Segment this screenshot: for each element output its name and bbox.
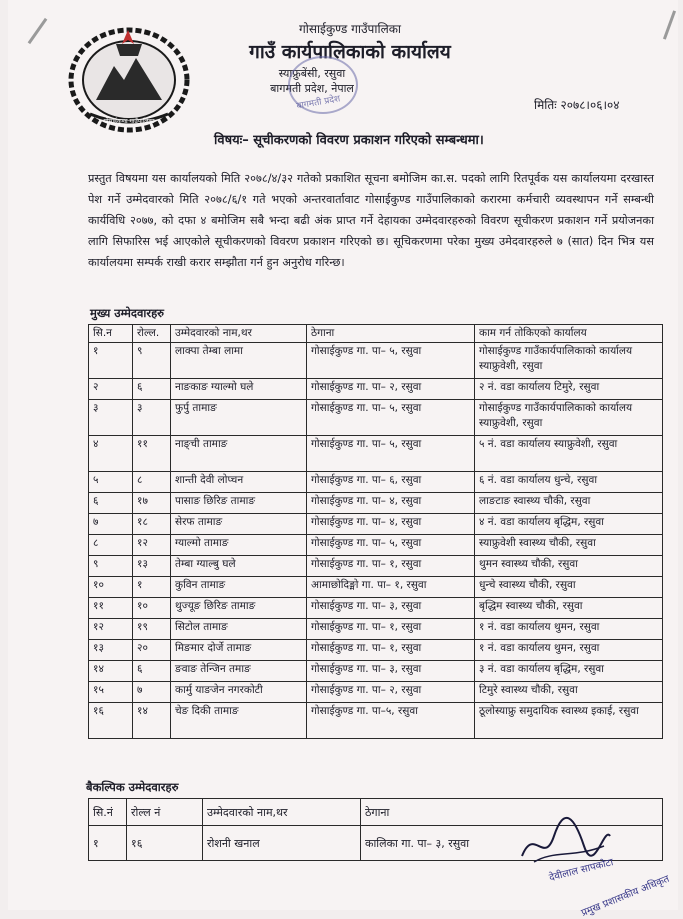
stamp-text: बागमती प्रदेश (295, 94, 342, 112)
table-cell: ८ (133, 472, 171, 493)
table-cell: थुमन स्वास्थ्य चौकी, रसुवा (475, 556, 663, 577)
table-cell: ७ (89, 514, 133, 535)
logo-text: गोसाईकुण्ड गाउँपालिका (103, 118, 155, 125)
column-header: सि.नं (89, 799, 127, 826)
table-cell: लाक्पा तेम्बा लामा (171, 343, 307, 379)
table-cell: नाङ्ची तामाङ (171, 436, 307, 472)
alternate-candidates-heading: बैकल्पिक उम्मेदवारहरु (86, 780, 179, 794)
document-date: मितिः २०७८।०६।०४ (534, 98, 620, 112)
column-header: रोल्ल. (133, 325, 171, 343)
table-cell: गोसाईकुण्ड गा. पा– ५, रसुवा (307, 535, 475, 556)
table-cell: १८ (133, 514, 171, 535)
table-row (89, 556, 663, 577)
signatory-title: प्रमुख प्रशासकीय अधिकृत (579, 873, 672, 919)
table-cell: ३ (133, 400, 171, 436)
table-row (89, 472, 663, 493)
table-cell: पासाङ छिरिङ तामाङ (171, 493, 307, 514)
table-cell: १ (89, 343, 133, 379)
table-cell: ७ (133, 682, 171, 703)
table-cell: २ (89, 379, 133, 400)
table-cell: १ (133, 577, 171, 598)
table-cell: गोसाईकुण्ड गा. पा– ४, रसुवा (307, 493, 475, 514)
table-cell: १ (89, 826, 127, 861)
table-cell: गोसाईकुण्ड गा. पा– ४, रसुवा (307, 514, 475, 535)
table-cell: सेरफ तामाङ (171, 514, 307, 535)
table-cell: गोसाईकुण्ड गा. पा– २, रसुवा (307, 682, 475, 703)
column-header: सि.न (89, 325, 133, 343)
column-header: उम्मेदवारको नाम,थर (171, 325, 307, 343)
table-cell: बृद्धिम स्वास्थ्य चौकी, रसुवा (475, 598, 663, 619)
table-cell: १३ (89, 640, 133, 661)
table-cell: शान्ती देवी लोप्चन (171, 472, 307, 493)
table-row (89, 703, 663, 739)
subject-line: विषयः– सूचीकरणको विवरण प्रकाशन गरिएको सम्बन्धमा। (214, 133, 484, 148)
table-cell: ५ नं. वडा कार्यालय स्याफ्रुवेशी, रसुवा (475, 436, 663, 472)
office-location: स्याफ्रुबेंसी, रसुवा (278, 67, 346, 80)
column-header: काम गर्न तोकिएको कार्यालय (475, 325, 663, 343)
table-cell: चेङ दिकी तामाङ (171, 703, 307, 739)
table-cell: गोसाईकुण्ड गा. पा– ६, रसुवा (307, 472, 475, 493)
table-cell: ४ नं. वडा कार्यालय बृद्धिम, रसुवा (475, 514, 663, 535)
table-cell: ९ (89, 556, 133, 577)
table-row (89, 619, 663, 640)
table-cell: १५ (89, 682, 133, 703)
table-cell: १४ (133, 703, 171, 739)
table-cell: ६ (133, 379, 171, 400)
municipality-name: गोसाईकुण्ड गाउँपालिका (298, 22, 402, 36)
table-cell: ङवाङ तेन्जिन तमाङ (171, 661, 307, 682)
table-cell: ८ (89, 535, 133, 556)
table-cell: १६ (127, 826, 203, 861)
table-row (89, 379, 663, 400)
table-cell: तेम्बा ग्याल्बु घले (171, 556, 307, 577)
table-cell: १७ (133, 493, 171, 514)
table-cell: ग्याल्मो तामाङ (171, 535, 307, 556)
table-cell: टिमुरे स्वास्थ्य चौकी, रसुवा (475, 682, 663, 703)
table-cell: रोशनी खनाल (203, 826, 361, 861)
table-cell: ६ (89, 493, 133, 514)
table-row (89, 343, 663, 379)
table-cell: १२ (89, 619, 133, 640)
table-cell: ६ (133, 661, 171, 682)
table-cell: फुर्पु तामाङ (171, 400, 307, 436)
table-cell: मिङमार दोर्जे तामाङ (171, 640, 307, 661)
table-cell: १० (133, 598, 171, 619)
table-row (89, 577, 663, 598)
table-cell: गोसाईकुण्ड गा. पा– ५, रसुवा (307, 400, 475, 436)
table-row (89, 436, 663, 472)
table-cell: १२ (133, 535, 171, 556)
table-cell: १९ (133, 619, 171, 640)
table-header-row (89, 325, 663, 343)
table-cell: १० (89, 577, 133, 598)
table-cell: ३ (89, 400, 133, 436)
emblem-logo (66, 22, 192, 134)
column-header: ठेगाना (361, 799, 663, 826)
column-header: उम्मेदवारको नाम,थर (203, 799, 361, 826)
table-cell: लाङटाङ स्वास्थ्य चौकी, रसुवा (475, 493, 663, 514)
table-cell: गोसाईकुण्ड गा. पा– २, रसुवा (307, 379, 475, 400)
table-cell: गोसाईकुण्ड गा. पा– ५, रसुवा (307, 436, 475, 472)
table-cell: ३ नं. वडा कार्यालय बृद्धिम, रसुवा (475, 661, 663, 682)
table-cell: गोसाईकुण्ड गा. पा–५, रसुवा (307, 703, 475, 739)
table-cell: गोसाईकुण्ड गा. पा– ३, रसुवा (307, 661, 475, 682)
table-cell: नाङकाङ ग्याल्मो घले (171, 379, 307, 400)
office-title: गाउँ कार्यपालिकाको कार्यालय (249, 41, 451, 63)
table-cell: १४ (89, 661, 133, 682)
table-cell: २ नं. वडा कार्यालय टिमुरे, रसुवा (475, 379, 663, 400)
table-row (89, 682, 663, 703)
main-candidates-table (88, 324, 663, 739)
table-cell: ६ नं. वडा कार्यालय धुन्चे, रसुवा (475, 472, 663, 493)
table-cell: १ नं. वडा कार्यालय थुमन, रसुवा (475, 619, 663, 640)
table-cell: गोसाईकुण्ड गाउँकार्यपालिकाको कार्यालय स्याफ्रुवेशी, रसुवा (475, 343, 663, 379)
table-cell: २० (133, 640, 171, 661)
table-cell: कुविन तामाङ (171, 577, 307, 598)
table-cell: ९ (133, 343, 171, 379)
table-cell: गोसाईकुण्ड गा. पा– १, रसुवा (307, 556, 475, 577)
table-cell: गोसाईकुण्ड गा. पा– ५, रसुवा (307, 343, 475, 379)
signatory-name: देवीलाल सापकोटा (548, 857, 615, 884)
table-cell: थुज्यूङ छिरिङ तामाङ (171, 598, 307, 619)
table-cell: गोसाईकुण्ड गा. पा– १, रसुवा (307, 619, 475, 640)
table-cell: गोसाईकुण्ड गा. पा– १, रसुवा (307, 640, 475, 661)
table-cell: स्याफ्रुवेशी स्वास्थ्य चौकी, रसुवा (475, 535, 663, 556)
table-row (89, 598, 663, 619)
column-header: रोल्ल नं (127, 799, 203, 826)
table-row (89, 640, 663, 661)
table-cell: ४ (89, 436, 133, 472)
table-cell: गोसाईकुण्ड गा. पा– ३, रसुवा (307, 598, 475, 619)
table-row (89, 493, 663, 514)
table-row (89, 400, 663, 436)
table-cell: धुन्चे स्वास्थ्य चौकी, रसुवा (475, 577, 663, 598)
table-cell: १३ (133, 556, 171, 577)
table-cell: कार्मु याङजेन नगरकोटी (171, 682, 307, 703)
table-cell: सिटोल तामाङ (171, 619, 307, 640)
table-cell: कालिका गा. पा– ३, रसुवा (361, 826, 663, 861)
table-cell: ११ (133, 436, 171, 472)
main-candidates-heading: मुख्य उम्मेदवारहरु (90, 306, 165, 320)
table-cell: ठूलोस्याफ्रु समुदायिक स्वास्थ्य इकाई, रसुवा (475, 703, 663, 739)
table-row (89, 535, 663, 556)
table-cell: १ नं. वडा कार्यालय थुमन, रसुवा (475, 640, 663, 661)
table-row (89, 514, 663, 535)
table-cell: ५ (89, 472, 133, 493)
province-line: बागमती प्रदेश, नेपाल (270, 82, 354, 95)
table-cell: ११ (89, 598, 133, 619)
table-row (89, 661, 663, 682)
body-paragraph: प्रस्तुत विषयमा यस कार्यालयको मिति २०७८/४/३२ गतेको प्रकाशित सूचना बमोजिम का.स. पदको लागि रितपूर्वक यस कार्यालयमा दरखास्त पेश गर्ने उम्मेदवारको मिति २०७८/६/१ गते भएको अन्तरवार्तावाट गोसाईकुण्ड गाउँपालिकाको करारमा कर्मचारी व्यवस्थापन गर्ने सम्बन्धी कार्यविधि २०७७, को दफा ४ बमोजिम सबै भन्दा बढी अंक प्राप्त गर्ने देहायका उम्मेदवारहरुको विवरण सूचीकरण प्रकाशन गर्ने प्रयोजनका लागि सिफारिस भई आएकोले सूचीकरणको विवरण प्रकाशन गरिएको छ। सूचिकरणमा परेका मुख्य उमेदवारहरुले ७ (सात) दिन भित्र यस कार्यालयमा सम्पर्क राखी करार सम्झौता गर्न हुन अनुरोध गरिन्छ। (88, 172, 654, 269)
table-cell: गोसाईकुण्ड गाउँकार्यपालिकाको कार्यालय स्याफ्रुवेशी, रसुवा (475, 400, 663, 436)
table-cell: आमाछोदिङ्मो गा. पा– १, रसुवा (307, 577, 475, 598)
column-header: ठेगाना (307, 325, 475, 343)
table-cell: १६ (89, 703, 133, 739)
